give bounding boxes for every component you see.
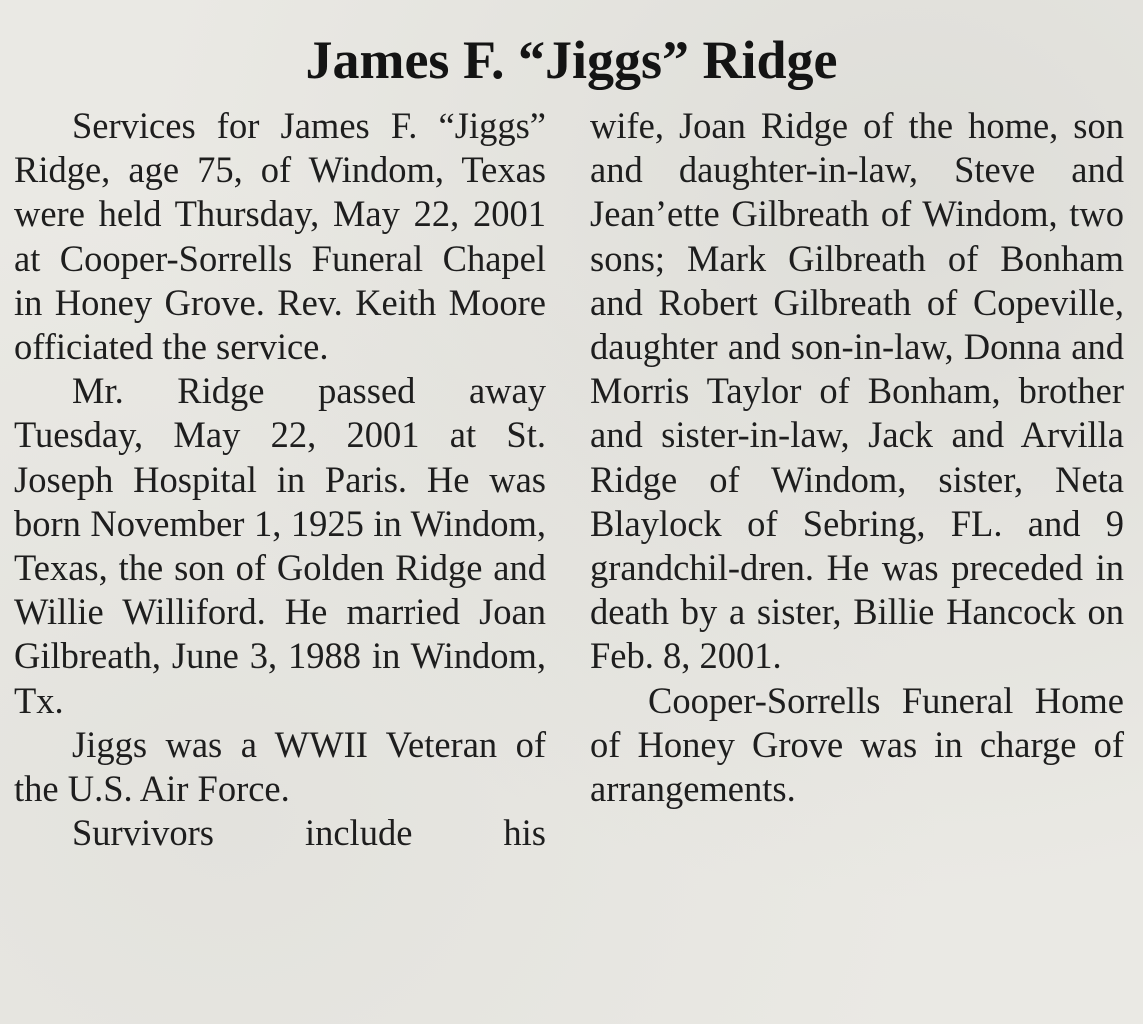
veteran-paragraph: Jiggs was a WWII Veteran of the U.S. Air Force. xyxy=(14,723,546,810)
obituary-headline: James F. “Jiggs” Ridge xyxy=(305,30,838,90)
arrangements-paragraph: Cooper-Sorrells Funeral Home of Honey Grove was in charge of arrangements. xyxy=(590,679,1124,810)
services-paragraph: Services for James F. “Jiggs” Ridge, age 75, of Windom, Texas were held Thursday, May 22, 2001 at Cooper-Sorrells Funeral Chapel in Honey Grove. Rev. Keith Moore officiated the service. xyxy=(14,105,546,368)
passing-paragraph: Mr. Ridge passed away Tuesday, May 22, 2001 at St. Joseph Hospital in Paris. He was born November 1, 1925 in Windom, Texas, the son of Golden Ridge and Willie Williford. He married Joan Gilbreath, June 3, 1988 in Windom, Tx. xyxy=(14,370,546,721)
survivors-paragraph-continued: wife, Joan Ridge of the home, son and daughter-in-law, Steve and Jean’ette Gilbreath of Windom, two sons; Mark Gilbreath of Bonham and Robert Gilbreath of Copeville, daughter and son-in-law, Donna and Morris Taylor of Bonham, brother and sister-in-law, Jack and Arvilla Ridge of Windom, sister, Neta Blaylock of Sebring, FL. and 9 grandchil-dren. He was preceded in death by a sister, Billie Hancock on Feb. 8, 2001. xyxy=(590,105,1124,677)
left-column xyxy=(14,104,546,855)
right-column xyxy=(590,104,1124,811)
survivors-paragraph-start: Survivors include his xyxy=(72,812,546,854)
